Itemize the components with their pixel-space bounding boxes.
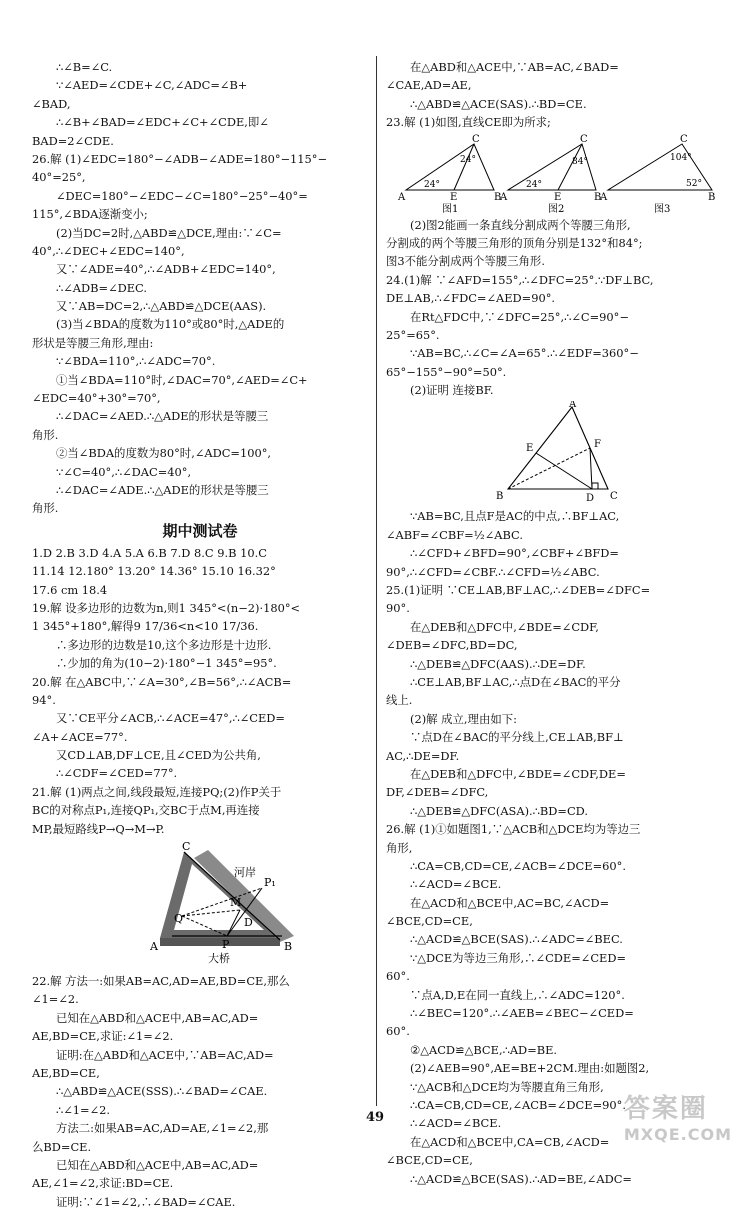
text-line: 又CD⊥AB,DF⊥CE,且∠CED为公共角,: [56, 748, 261, 763]
triangle-abc-figure: [386, 401, 718, 505]
text-line: ∵AB=BC,且点F是AC的中点,∴BF⊥AC,: [410, 509, 620, 524]
text-line: 1 345°+180°,解得9 17/36<n<10 17/36.: [32, 619, 259, 634]
fig2-label: 24°: [526, 179, 542, 190]
tri2-label: F: [594, 439, 601, 451]
text-line: 方法二:如果AB=AC,AD=AE,∠1=∠2,那: [56, 1121, 269, 1136]
text-line: 证明:在△ABD和△ACE中,∵AB=AC,AD=: [56, 1047, 274, 1062]
watermark-url: MXQE.COM: [623, 1125, 732, 1144]
text-line: DF,∠DEB=∠DFC,: [386, 785, 489, 800]
text-line: 已知在△ABD和△ACE中,AB=AC,AD=: [56, 1157, 259, 1172]
text-line: ∴CA=CB,CD=CE,∠ACB=∠DCE=90°.: [410, 1097, 626, 1112]
text-line: 证明:∵∠1=∠2,∴∠BAD=∠CAE.: [56, 1194, 236, 1209]
text-line: ①当∠BDA=110°时,∠DAC=70°,∠AED=∠C+: [56, 372, 308, 387]
fig3-label: A: [600, 191, 608, 203]
text-line: 已知在△ABD和△ACE中,AB=AC,AD=: [56, 1010, 259, 1025]
text-line: AE,BD=CE,求证:∠1=∠2.: [32, 1029, 174, 1044]
text-line: ∴∠B+∠BAD=∠EDC+∠C+∠CDE,即∠: [56, 115, 269, 130]
text-line: 1.D 2.B 3.D 4.A 5.A 6.B 7.D 8.C 9.B 10.C: [32, 545, 267, 560]
fig3-caption: 图3: [654, 203, 671, 214]
text-line: ∵△DCE为等边三角形,∴∠CDE=∠CED=: [410, 950, 627, 965]
column-divider: [376, 56, 377, 1106]
fig3-label: B: [708, 191, 716, 203]
text-line: ∠A+∠ACE=77°.: [32, 729, 128, 744]
text-line: ∵∠C=40°,∴∠DAC=40°,: [56, 464, 192, 479]
text-line: ∴∠ACD=∠BCE.: [410, 1116, 502, 1131]
page-number: 49: [365, 1110, 385, 1125]
text-line: ∴少加的角为(10−2)·180°−1 345°=95°.: [56, 656, 277, 671]
text-line: ∠BCE,CD=CE,: [386, 1153, 473, 1168]
text-line: (2)证明 连接BF.: [410, 383, 494, 398]
text-line: 分割成的两个等腰三角形的顶角分别是132°和84°;: [386, 235, 643, 250]
text-line: 21.解 (1)两点之间,线段最短,连接PQ;(2)作P关于: [32, 784, 282, 799]
text-line: ∴△ABD≌△ACE(SSS).∴∠BAD=∠CAE.: [56, 1084, 268, 1099]
fig3-label: C: [680, 133, 688, 145]
text-line: ∵∠BDA=110°,∴∠ADC=70°.: [56, 354, 216, 369]
tri2-label: C: [610, 491, 618, 503]
text-line: ∵△ACB和△DCE均为等腰直角三角形,: [410, 1079, 604, 1094]
text-line: 在△ABD和△ACE中,∵AB=AC,∠BAD=: [410, 60, 619, 74]
tri2-label: D: [586, 493, 595, 505]
text-line: 90°,∴∠CFD=∠CBF.∴∠CFD=½∠ABC.: [386, 564, 600, 579]
text-line: 在△ACD和△BCE中,AC=BC,∠ACD=: [410, 895, 610, 910]
text-line: ∠DEC=180°−∠EDC−∠C=180°−25°−40°=: [56, 188, 308, 203]
fig2-label: A: [500, 191, 508, 203]
text-line: 60°.: [386, 969, 410, 984]
river-label: M: [230, 896, 242, 910]
fig1-label: 24°: [460, 154, 476, 165]
text-line: 在Rt△FDC中,∵∠DFC=25°,∴∠C=90°−: [410, 309, 629, 324]
text-line: ∠1=∠2.: [32, 992, 79, 1007]
fig2-label: B: [594, 191, 602, 203]
text-line: 40°=25°,: [32, 170, 86, 185]
river-label: 大桥: [208, 952, 230, 966]
text-line: 又∵∠ADE=40°,∴∠ADB+∠EDC=140°,: [56, 262, 276, 277]
text-line: 图3不能分割成两个等腰三角形.: [386, 254, 545, 269]
watermark-text: 答案圈: [623, 1094, 708, 1124]
text-line: 又∵CE平分∠ACB,∴∠ACE=47°,∴∠CED=: [56, 711, 285, 726]
text-line: ∠ABF=∠CBF=½∠ABC.: [386, 527, 523, 542]
text-line: (2)图2能画一条直线分割成两个等腰三角形,: [410, 217, 631, 232]
text-line: ∵AB=BC,∴∠C=∠A=65°.∴∠EDF=360°−: [410, 346, 639, 361]
text-line: 在△ACD和△BCE中,CA=CB,∠ACD=: [410, 1134, 610, 1149]
text-line: (2)当DC=2时,△ABD≌△DCE,理由:∵∠C=: [56, 225, 282, 240]
tri2-label: A: [569, 401, 577, 411]
text-line: ∴△ACD≌△BCE(SAS).∴∠ADC=∠BEC.: [410, 932, 623, 947]
text-line: 24.(1)解 ∵∠AFD=155°,∴∠DFC=25°.∵DF⊥BC,: [386, 272, 654, 287]
text-line: 11.14 12.180° 13.20° 14.36° 15.10 16.32°: [32, 564, 276, 579]
text-line: ∴∠CFD+∠BFD=90°,∠CBF+∠BFD=: [410, 546, 619, 561]
fig2-label: C: [580, 133, 588, 145]
river-label: P: [222, 938, 230, 952]
fig1-label: B: [494, 191, 502, 203]
text-line: ∠EDC=40°+30°=70°,: [32, 391, 161, 406]
text-line: 线上.: [386, 693, 413, 708]
text-line: ∠CAE,AD=AE,: [386, 78, 472, 93]
watermark: [624, 1088, 732, 1144]
text-line: ∠BCE,CD=CE,: [386, 914, 473, 929]
text-line: ∴∠1=∠2.: [56, 1102, 110, 1117]
river-label: 河岸: [234, 866, 256, 880]
text-line: 26.解 (1)①如题图1,∵△ACB和△DCE均为等边三: [386, 822, 641, 837]
fig3-label: 52°: [686, 178, 702, 189]
tri2-label: E: [526, 443, 534, 455]
text-line: ∠BAD,: [32, 96, 71, 111]
tri2-label: B: [496, 491, 504, 503]
text-line: ∵点D在∠BAC的平分线上,CE⊥AB,BF⊥: [410, 730, 624, 745]
text-line: AC,∴DE=DF.: [386, 748, 460, 763]
river-label: D: [244, 916, 253, 930]
text-line: ∴∠B=∠C.: [56, 60, 113, 74]
section-title: 期中测试卷: [162, 521, 238, 540]
text-line: 角形.: [32, 427, 59, 442]
river-label: B: [284, 940, 293, 954]
text-line: ∴∠BEC=120°.∴∠AEB=∠BEC−∠CED=: [410, 1006, 634, 1021]
text-line: ∵点A,D,E在同一直线上,∴∠ADC=120°.: [410, 987, 625, 1002]
text-line: MP,最短路线P→Q→M→P.: [32, 821, 165, 836]
text-line: ∴∠ACD=∠BCE.: [410, 877, 502, 892]
text-line: 26.解 (1)∠EDC=180°−∠ADB−∠ADE=180°−115°−: [32, 151, 328, 166]
text-line: 17.6 cm 18.4: [32, 582, 108, 597]
text-line: 角形,: [386, 840, 413, 855]
text-line: 25°=65°.: [386, 327, 440, 342]
text-line: ∴多边形的边数是10,这个多边形是十边形.: [56, 637, 272, 652]
text-line: ②△ACD≌△BCE,∴AD=BE.: [410, 1042, 558, 1057]
text-line: ∴△ABD≌△ACE(SAS).∴BD=CE.: [410, 96, 587, 111]
text-line: AE,∠1=∠2,求证:BD=CE.: [32, 1176, 174, 1191]
text-line: 19.解 设多边形的边数为n,则1 345°<(n−2)·180°<: [32, 600, 301, 615]
text-line: 65°−155°−90°=50°.: [386, 364, 507, 379]
text-line: 25.(1)证明 ∵CE⊥AB,BF⊥AC,∴∠DEB=∠DFC=: [386, 583, 651, 598]
text-line: ②当∠BDA的度数为80°时,∠ADC=100°,: [56, 446, 272, 461]
text-line: ∴CE⊥AB,BF⊥AC,∴点D在∠BAC的平分: [410, 674, 621, 689]
fig3-label: 104°: [670, 152, 692, 163]
text-line: ∵∠AED=∠CDE+∠C,∠ADC=∠B+: [56, 78, 248, 93]
river-label: C: [182, 840, 191, 854]
text-line: ∴△ACD≌△BCE(SAS).∴AD=BE,∠ADC=: [410, 1171, 632, 1186]
text-line: 么BD=CE.: [32, 1139, 92, 1154]
text-line: 115°,∠BDA逐渐变小;: [32, 207, 148, 222]
text-line: 23.解 (1)如图,直线CE即为所求;: [386, 115, 551, 130]
text-line: (2)解 成立,理由如下:: [410, 711, 517, 726]
text-line: 角形.: [32, 501, 59, 516]
left-column: [32, 58, 368, 1211]
text-line: 又∵AB=DC=2,∴△ABD≌△DCE(AAS).: [56, 299, 267, 314]
fig1-label: 24°: [424, 179, 440, 190]
text-line: 60°.: [386, 1024, 410, 1039]
text-line: 在△DEB和△DFC中,∠BDE=∠CDF,DE=: [410, 766, 626, 781]
text-line: BC的对称点P₁,连接QP₁,交BC于点M,再连接: [32, 803, 260, 818]
river-label: P₁: [264, 876, 276, 890]
fig2-label: E: [554, 191, 562, 203]
fig1-label: C: [472, 133, 480, 145]
text-line: ∴∠DAC=∠AED.∴△ADE的形状是等腰三: [56, 409, 269, 424]
river-label: Q: [174, 912, 184, 926]
text-line: 20.解 在△ABC中,∵∠A=30°,∠B=56°,∴∠ACB=: [32, 674, 292, 689]
text-line: ∴∠CDF=∠CED=77°.: [56, 766, 178, 781]
fig2-label: 84°: [572, 156, 588, 167]
text-line: ∴∠DAC=∠ADE.∴△ADE的形状是等腰三: [56, 482, 269, 497]
text-line: 90°.: [386, 601, 410, 616]
text-line: 在△DEB和△DFC中,∠BDE=∠CDF,: [410, 619, 599, 634]
fig2-caption: 图2: [548, 203, 565, 214]
text-line: ∴△DEB≌△DFC(ASA).∴BD=CD.: [410, 803, 589, 818]
text-line: (2)∠AEB=90°,AE=BE+2CM.理由:如题图2,: [410, 1061, 650, 1076]
text-line: BAD=2∠CDE.: [32, 133, 114, 148]
text-line: AE,BD=CE,: [32, 1065, 100, 1080]
fig1-label: A: [398, 191, 406, 203]
river-bridge-figure: [32, 840, 368, 970]
text-line: (3)当∠BDA的度数为110°或80°时,△ADE的: [56, 317, 285, 332]
right-column: [386, 58, 718, 1188]
text-line: ∴△DEB≌△DFC(AAS).∴DE=DF.: [410, 656, 586, 671]
text-line: DE⊥AB,∴∠FDC=∠AED=90°.: [386, 291, 556, 306]
fig1-label: E: [450, 191, 458, 203]
text-line: 94°.: [32, 692, 56, 707]
text-line: ∴CA=CB,CD=CE,∠ACB=∠DCE=60°.: [410, 858, 626, 873]
text-line: 22.解 方法一:如果AB=AC,AD=AE,BD=CE,那么: [32, 974, 290, 989]
text-line: ∠DEB=∠DFC,BD=DC,: [386, 638, 518, 653]
text-line: ∴∠ADB=∠DEC.: [56, 280, 147, 295]
river-label: A: [150, 940, 158, 954]
text-line: 40°,∴∠DEC+∠EDC=140°,: [32, 243, 185, 258]
isosceles-triangles-figure: [386, 134, 718, 214]
fig1-caption: 图1: [442, 203, 459, 214]
text-line: 形状是等腰三角形,理由:: [32, 335, 154, 350]
